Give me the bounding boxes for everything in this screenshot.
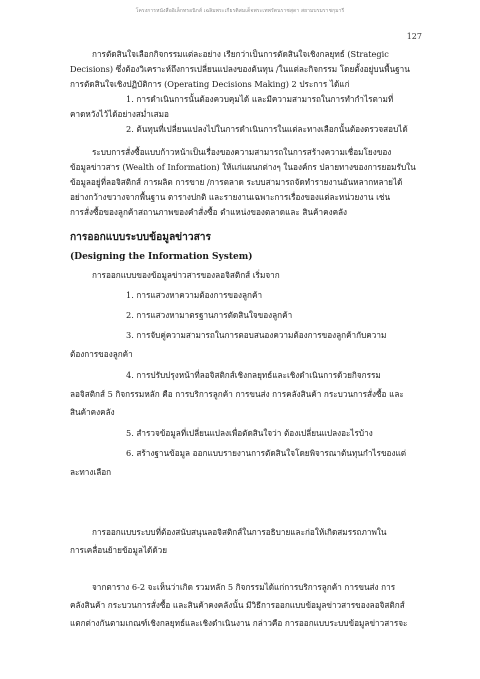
list-item: 3. การจับคู่ความสามารถในการตอบสนองความต้องการของลูกค้ากับความ	[126, 330, 387, 340]
paragraph-line: การเคลื่อนย้ายข้อมูลได้ด้วย	[70, 545, 168, 555]
list-item: 1. การดำเนินการนั้นต้องควบคุมได้ และมีความสามารถในการทำกำไรตามที่	[126, 94, 394, 104]
list-item-continuation: คาดหวังไว้ได้อย่างสม่ำเสมอ	[70, 109, 169, 119]
list-item: 1. การแสวงหาความต้องการของลูกค้า	[126, 290, 263, 300]
paragraph-line: Decisions) ซึ่งต้องวิเคราะห์ถึงการเปลี่ยนแปลงของต้นทุน /ในแต่ละกิจกรรม โดยตั้งอยู่บนพื้นฐาน	[70, 64, 410, 74]
list-item: 4. การปรับปรุงหน้าที่ลอจิสติกส์เชิงกลยุทธ์และเชิงดำเนินการด้วยกิจกรรม	[126, 370, 381, 380]
paragraph-line: การสั่งซื้อของลูกค้าสถานภาพของคำสั่งซื้อ ตำแหน่งของตลาดและ สินค้าคงคลัง	[70, 207, 348, 217]
page-number: 127	[406, 32, 422, 41]
section-heading: การออกแบบระบบข้อมูลข่าวสาร	[70, 231, 211, 243]
list-item: 2. การแสวงหามาตรฐานการตัดสินใจของลูกค้า	[126, 310, 293, 320]
paragraph-line: การตัดสินใจเลือกกิจกรรมแต่ละอย่าง เรียกว่าเป็นการตัดสินใจเชิงกลยุทธ์ (Strategic	[92, 49, 389, 59]
paragraph-line: ระบบการสั่งซื้อแบบก้าวหน้าเป็นเรื่องของความสามารถในการสร้างความเชื่อมโยงของ	[92, 147, 392, 157]
list-item: 2. ต้นทุนที่เปลี่ยนแปลงไปในการดำเนินการในแต่ละทางเลือกนั้นต้องตรวจสอบได้	[126, 124, 408, 134]
paragraph-line: คลังสินค้า กระบวนการสั่งซื้อ และสินค้าคงคลังนั้น มีวิธีการออกแบบข้อมูลข่าวสารของลอจิสติกส์	[70, 600, 405, 610]
paragraph-line: การออกแบบระบบที่ต้องสนับสนุนลอจิสติกส์ในการอธิบายและก่อให้เกิดสมรรถภาพใน	[92, 527, 387, 537]
paragraph-line: จากตาราง 6-2 จะเห็นว่าเกิด รวมหลัก 5 กิจกรรมได้แก่การบริการลูกค้า การขนส่ง การ	[92, 582, 396, 592]
list-item: 5. สำรวจข้อมูลที่เปลี่ยนแปลงเพื่อตัดสินใจว่า ต้องเปลี่ยนแปลงอะไรบ้าง	[126, 428, 373, 438]
paragraph-line: อย่างกว้างขวางจากพื้นฐาน ตารางปกติ และรายงานเฉพาะการเรื่องของแต่ละหน่วยงาน เช่น	[70, 192, 391, 202]
list-item: 6. สร้างฐานข้อมูล ออกแบบรายงานการตัดสินใจโดยพิจารณาต้นทุนกำไรของแต่	[126, 448, 407, 458]
list-item-continuation: ต้องการของลูกค้า	[70, 349, 133, 359]
section-subheading: (Designing the Information System)	[70, 252, 253, 262]
paragraph-line: ข้อมูลข่าวสาร (Wealth of Information) ให้แก่แผนกต่างๆ ในองค์กร ปลายทางของการยอมรับใน	[70, 162, 416, 172]
paragraph-line: ข้อมูลอยู่ที่ลอจิสติกส์ การผลิต การขาย /การตลาด ระบบสามารถจัดทำรายงานอันหลากหลายได้	[70, 177, 403, 187]
list-item-continuation: สินค้าคงคลัง	[70, 407, 115, 417]
paragraph-line: การออกแบบของข้อมูลข่าวสารของลอจิสติกส์ เริ่มจาก	[92, 270, 280, 280]
running-header: โครงการหนังสืออิเล็กทรอนิกส์ เฉลิมพระเกียรติสมเด็จพระเทพรัตนราชสุดา สยามบรมราชกุมารี	[135, 8, 345, 14]
paragraph-line: แตกต่างกันตามเกณฑ์เชิงกลยุทธ์และเชิงดำเนินงาน กล่าวคือ การออกแบบระบบข้อมูลข่าวสารจะ	[70, 618, 408, 628]
list-item-continuation: ละทางเลือก	[70, 467, 112, 477]
paragraph-line: การตัดสินใจเชิงปฏิบัติการ (Operating Decisions Making) 2 ประการ ได้แก่	[70, 79, 350, 89]
list-item-continuation: ลอจิสติกส์ 5 กิจกรรมหลัก คือ การบริการลูกค้า การขนส่ง การคลังสินค้า กระบวนการสั่งซื้อ และ	[70, 389, 404, 399]
